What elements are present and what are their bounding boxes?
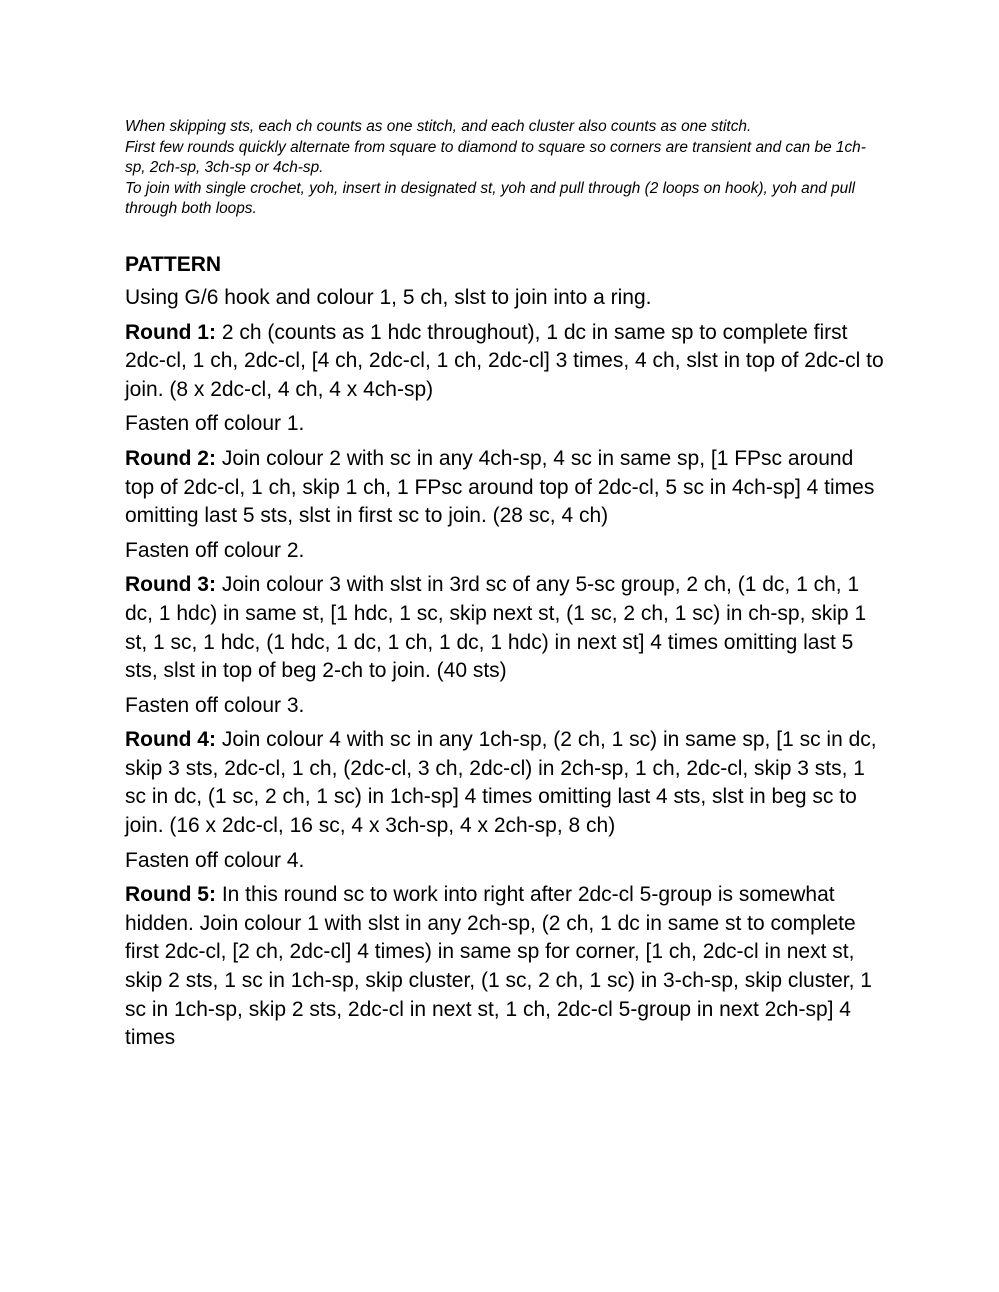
round-2-label: Round 2: xyxy=(125,446,216,470)
round-1-label: Round 1: xyxy=(125,320,216,344)
round-4-label: Round 4: xyxy=(125,728,216,752)
round-3-text: Join colour 3 with slst in 3rd sc of any 5-sc group, 2 ch, (1 dc, 1 ch, 1 dc, 1 hdc) in same st, [1 hdc, 1 sc, skip next st, (1 sc, 2 ch, 1 sc) in ch-sp, skip 1 st, 1 sc, 1 hdc, (1 hdc, 1 dc, 1 ch, 1 dc, 1 hdc) in next st] 4 times omitting last 5 sts, slst in top of beg 2-ch to join. (40 sts) xyxy=(125,573,867,683)
round-3-label: Round 3: xyxy=(125,573,216,597)
pattern-notes xyxy=(125,117,885,220)
note-alternating-rounds: First few rounds quickly alternate from square to diamond to square so corners are transient and can be 1ch-sp, 2ch-sp, 3ch-sp or 4ch-sp. xyxy=(125,138,866,177)
note-skipping-sts: When skipping sts, each ch counts as one stitch, and each cluster also counts as one stitch. xyxy=(125,118,752,135)
round-4 xyxy=(125,726,885,840)
round-2-fasten-off: Fasten off colour 2. xyxy=(125,538,305,562)
round-3 xyxy=(125,571,885,685)
round-5-label: Round 5: xyxy=(125,883,216,907)
pattern-heading: PATTERN xyxy=(125,252,222,276)
note-join-single-crochet: To join with single crochet, yoh, insert in designated st, yoh and pull through (2 loops on hook), yoh and pull through both loops. xyxy=(125,179,856,218)
round-5-text: In this round sc to work into right after 2dc-cl 5-group is somewhat hidden. Join colour 1 with slst in any 2ch-sp, (2 ch, 1 dc in same st to complete first 2dc-cl, [2 ch, 2dc-cl] 4 times) in same sp for corner, [1 ch, 2dc-cl in next st, skip 2 sts, 1 sc in 1ch-sp, skip cluster, (1 sc, 2 ch, 1 sc) in 3-ch-sp, skip cluster, 1 sc in 1ch-sp, skip 2 sts, 2dc-cl in next st, 1 ch, 2dc-cl 5-group in next 2ch-sp] 4 times xyxy=(125,883,872,1050)
round-4-text: Join colour 4 with sc in any 1ch-sp, (2 ch, 1 sc) in same sp, [1 sc in dc, skip 3 sts, 2dc-cl, 1 ch, (2dc-cl, 3 ch, 2dc-cl) in 2ch-sp, 1 ch, 2dc-cl, skip 3 sts, 1 sc in dc, (1 sc, 2 ch, 1 sc) in 1ch-sp] 4 times omitting last 4 sts, slst in beg sc to join. (16 x 2dc-cl, 16 sc, 4 x 3ch-sp, 4 x 2ch-sp, 8 ch) xyxy=(125,728,877,838)
round-5 xyxy=(125,881,885,1053)
round-3-fasten-off: Fasten off colour 3. xyxy=(125,693,305,717)
pattern-page xyxy=(125,117,885,1053)
round-2-text: Join colour 2 with sc in any 4ch-sp, 4 sc in same sp, [1 FPsc around top of 2dc-cl, 1 ch, skip 1 ch, 1 FPsc around top of 2dc-cl, 5 sc in 4ch-sp] 4 times omitting last 5 sts, slst in first sc to join. (28 sc, 4 ch) xyxy=(125,446,875,528)
pattern-intro: Using G/6 hook and colour 1, 5 ch, slst to join into a ring. xyxy=(125,285,652,309)
round-1-text: 2 ch (counts as 1 hdc throughout), 1 dc in same sp to complete first 2dc-cl, 1 ch, 2dc-cl, [4 ch, 2dc-cl, 1 ch, 2dc-cl] 3 times, 4 ch, slst in top of 2dc-cl to join. (8 x 2dc-cl, 4 ch, 4 x 4ch-sp) xyxy=(125,320,884,401)
round-1-fasten-off: Fasten off colour 1. xyxy=(125,412,305,436)
round-2 xyxy=(125,445,885,531)
round-4-fasten-off: Fasten off colour 4. xyxy=(125,848,305,872)
round-1 xyxy=(125,319,885,405)
